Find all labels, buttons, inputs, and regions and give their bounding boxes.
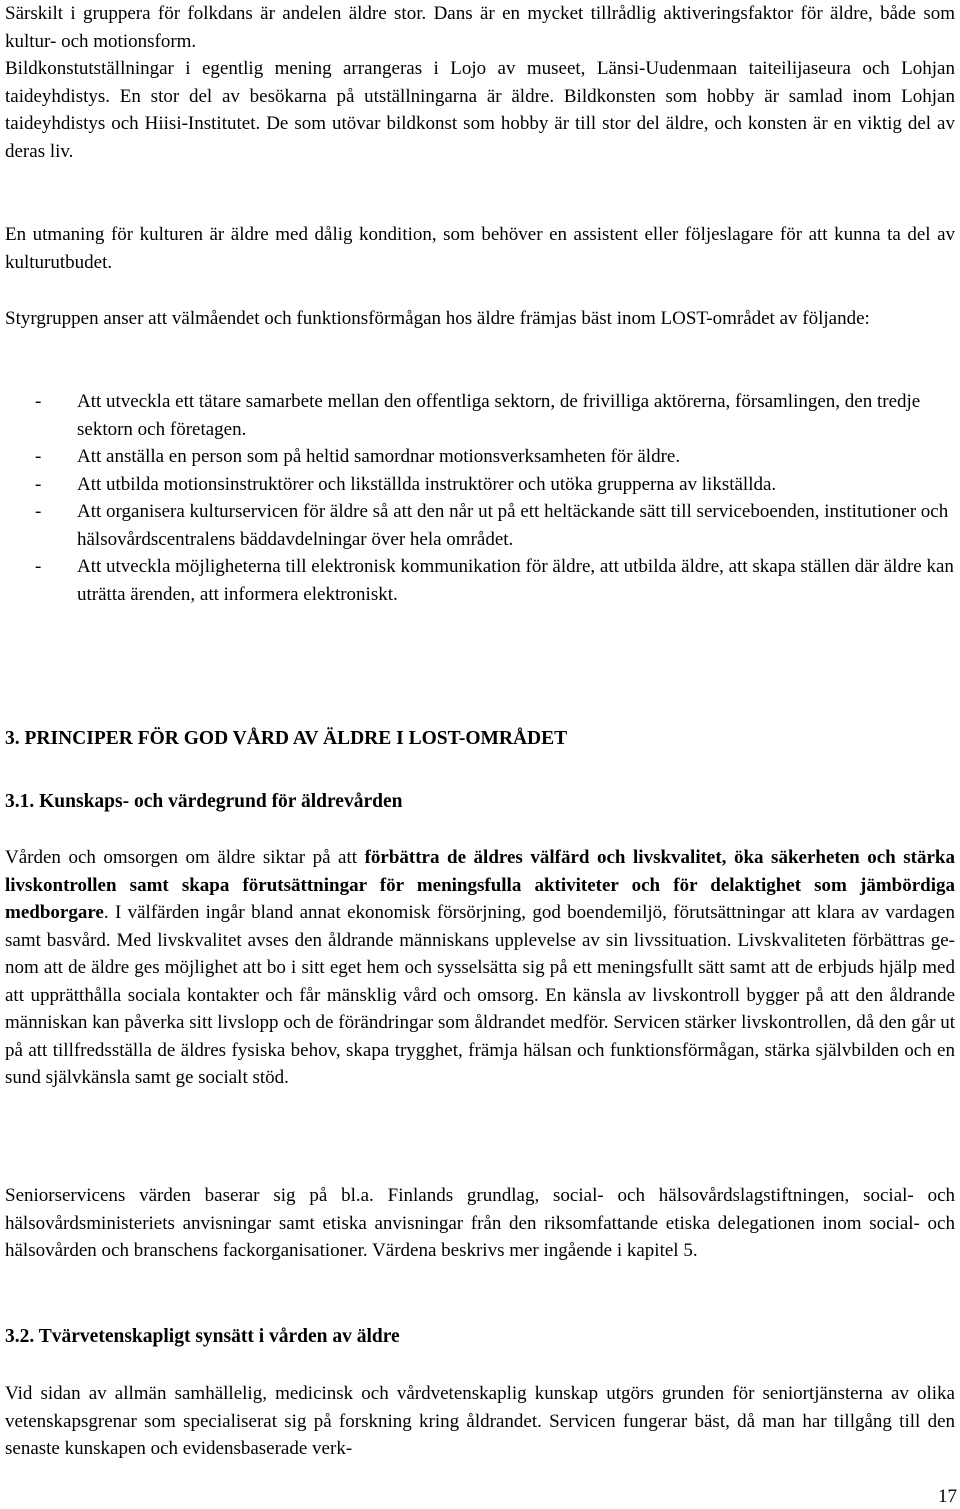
paragraph-text-start: Vården och omsorgen om äldre siktar på att: [5, 847, 365, 868]
list-item: [5, 553, 955, 608]
recommendation-list: [5, 388, 955, 608]
paragraph-seniorservicens-varden: Seniorservicens värden baserar sig på bl.a. Finlands grundlag, social- och hälsovårdslagstiftningen, social- och hälsovårdsministeriets anvisningar samt etiska anvisningar från den riksomfattande etiska delegationen inom social- och hälsovården och branschens fackorganisationer. Värdena beskrivs mer ingående i kapitel 5.: [5, 1185, 955, 1261]
section-heading-3: 3. PRINCIPER FÖR GOD VÅRD AV ÄLDRE I LOST-OMRÅDET: [5, 728, 568, 749]
list-item-text: Att organisera kulturservicen för äldre så att den når ut på ett heltäckande sätt till serviceboenden, institutioner och hälsovårdscentralens bäddavdelningar över hela området.: [77, 501, 949, 550]
paragraph-bildkonst: Bildkonstutställningar i egentlig mening arrangeras i Lojo av museet, Länsi-Uudenmaan taiteilijaseura och Lohjan taideyhdistys. En stor del av besökarna på utställningarna är äldre. Bildkonsten som hobby är samlad inom Lohjan taideyhdistys och Hiisi-Institutet. De som utövar bildkonst som hobby är till stor del äldre, och konsten är en viktig del av deras liv.: [5, 58, 955, 162]
list-item: [5, 443, 955, 471]
subsection-heading-3-1: 3.1. Kunskaps- och värdegrund för äldrevården: [5, 791, 403, 812]
bullet-dash: -: [35, 556, 42, 577]
bullet-dash: -: [35, 501, 42, 522]
paragraph-tvarvetenskapligt: Vid sidan av allmän samhällelig, medicinsk och vårdvetenskaplig kunskap utgörs grunden för seniortjänsterna av olika vetenskapsgrenar som specialiserat sig på forskning kring åldrandet. Servicen fungerar bäst, då man har tillgång till den senaste kunskapen och evidensbaserade verk-: [5, 1383, 955, 1459]
list-item: [5, 471, 955, 499]
bullet-dash: -: [35, 446, 42, 467]
paragraph-folkdans: Särskilt i gruppera för folkdans är andelen äldre stor. Dans är en mycket tillrådlig aktiveringsfaktor för äldre, både som kultur- och motionsform.: [5, 3, 955, 52]
list-item: [5, 388, 955, 443]
page-number: 17: [938, 1486, 957, 1507]
bullet-dash: -: [35, 473, 42, 495]
paragraph-styrgruppen: Styrgruppen anser att välmåendet och funktionsförmågan hos äldre främjas bäst inom LOST-området av följande:: [5, 308, 870, 329]
list-item-text: Att anställa en person som på heltid samordnar motionsverksamheten för äldre.: [77, 446, 681, 467]
paragraph-text-emphasis: förbättra de äldres välfärd och livskvalitet, öka säkerheten och stärka livskontrollen samt skapa förutsättningar för meningsfulla aktiviteter och för delaktighet som jämbördiga medborgare: [5, 847, 955, 923]
list-item-text: Att utveckla möjligheterna till elektronisk kommunikation för äldre, att utbilda äldre, att skapa ställen där äldre kan uträtta ärenden, att informera elektroniskt.: [77, 556, 954, 605]
subsection-heading-3-2: 3.2. Tvärvetenskapligt synsätt i vården av äldre: [5, 1326, 400, 1347]
list-item: [5, 498, 955, 553]
paragraph-utmaning: En utmaning för kulturen är äldre med dålig kondition, som behöver en assistent eller följeslagare för att kunna ta del av kulturutbudet.: [5, 224, 955, 273]
list-item-text: Att utveckla ett tätare samarbete mellan den offentliga sektorn, de frivilliga aktörerna, församlingen, den tredje sektorn och företagen.: [77, 391, 921, 440]
bullet-dash: -: [35, 391, 42, 412]
list-item-text: Att utbilda motionsinstruktörer och likställda instruktörer och utöka grupperna av likställda.: [77, 473, 777, 495]
paragraph-text-rest: . I välfärden ingår bland annat ekonomisk försörjning, god boendemiljö, förutsättningar att klara av vardagen samt basvård. Med livskvalitet avses den åldrande människans upplevelse av sin livssituation. Livskvaliteten förbättras genom att de äldre ges möjlighet att bo i sitt eget hem och sysselsätta sig på ett meningsfullt sätt samt att de erbjuds hjälp med att upprätthålla sociala kontakter och får mänsklig vård och omsorg. En känsla av livskontroll bygger på att den åldrande människan kan påverka sitt livslopp och de förändringar som åldrandet medför. Servicen stärker livskontrollen, då den går ut på att tillfredsställa de äldres fysiska behov, skapa trygghet, främja hälsan och funktionsförmågan, stärka självbilden och en sund självkänsla samt ge socialt stöd.: [5, 902, 955, 1088]
paragraph-varden-och-omsorgen: [5, 844, 955, 1092]
